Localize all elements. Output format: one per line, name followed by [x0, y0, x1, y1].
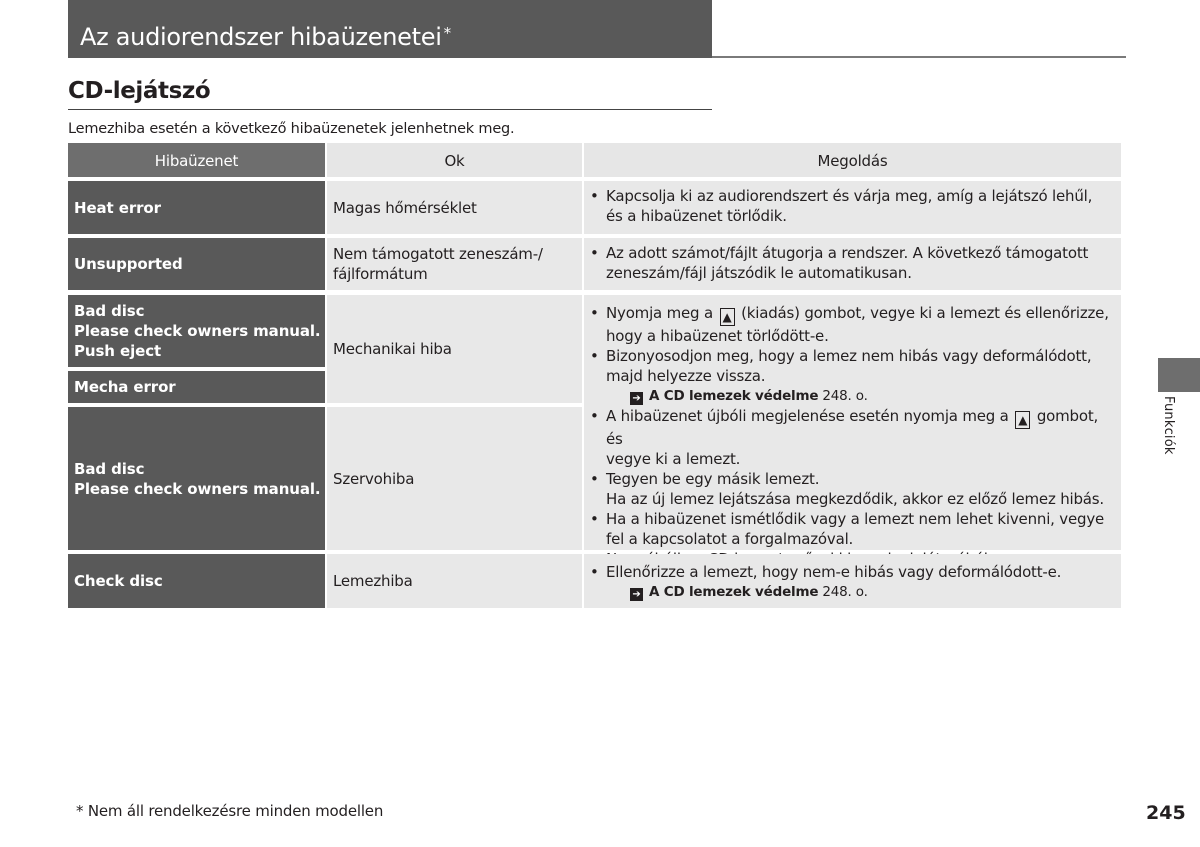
message-mecha-error: Mecha error: [68, 371, 325, 403]
solution-text: Ha a hibaüzenet ismétlődik vagy a lemezt nem lehet kivenni, vegye fel a kapcsolatot a forgalmazóval.: [606, 510, 1105, 548]
section-heading: CD-lejátszó: [68, 78, 211, 104]
solution-bullet: • Az adott számot/fájlt átugorja a rendszer. A következő támogatott zeneszám/fájl játszódik le automatikusan.: [606, 243, 1113, 283]
solution-bullet: • Kapcsolja ki az audiorendszert és várja meg, amíg a lejátszó lehűl, és a hibaüzenet törlődik.: [606, 186, 1113, 226]
solution-text: gombot, és: [606, 407, 1099, 448]
solution-text: A hibaüzenet újbóli megjelenése esetén nyomja meg a: [606, 407, 1009, 425]
solution-bad-disc: [584, 295, 1121, 550]
cause-mechanical: Mechanikai hiba: [327, 295, 582, 403]
solution-text: (kiadás) gombot, vegye ki a lemezt és ellenőrizze,: [741, 304, 1109, 322]
cause-disc-error: Lemezhiba: [327, 554, 582, 608]
column-header-solution: Megoldás: [584, 143, 1121, 177]
cross-reference[interactable]: [606, 386, 1113, 406]
eject-icon: ▲: [720, 308, 735, 326]
solution-bullet-other-disc: [606, 469, 1113, 509]
eject-icon: ▲: [1015, 411, 1030, 429]
message-check-disc: Check disc: [68, 554, 325, 608]
reference-page: 248. o.: [822, 584, 868, 600]
message-unsupported: Unsupported: [68, 238, 325, 290]
arrow-right-icon: ➔: [630, 392, 643, 405]
page-number: 245: [1146, 802, 1186, 824]
solution-bullet-eject: [606, 303, 1113, 346]
reference-page: 248. o.: [822, 388, 868, 404]
footnote: * Nem áll rendelkezésre minden modellen: [76, 802, 384, 820]
reference-title: A CD lemezek védelme: [649, 388, 819, 404]
solution-check-disc: [584, 554, 1121, 608]
message-bad-disc-push-eject: Bad disc Please check owners manual. Push eject: [68, 295, 325, 367]
reference-title: A CD lemezek védelme: [649, 584, 819, 600]
cross-reference[interactable]: [606, 582, 1113, 602]
intro-text: Lemezhiba esetén a következő hibaüzenetek jelenhetnek meg.: [68, 121, 515, 137]
solution-heat-error: [584, 181, 1121, 234]
solution-unsupported: [584, 238, 1121, 290]
solution-bullet: • Ellenőrizze a lemezt, hogy nem-e hibás vagy deformálódott-e.: [606, 562, 1113, 582]
arrow-right-icon: ➔: [630, 588, 643, 601]
column-header-message: Hibaüzenet: [68, 143, 325, 177]
column-header-cause: Ok: [327, 143, 582, 177]
chapter-tab[interactable]: [1158, 358, 1200, 392]
cause-unsupported: Nem támogatott zeneszám-/ fájlformátum: [327, 238, 582, 290]
title-footnote-mark: *: [443, 24, 451, 42]
solution-bullet-check: • Bizonyosodjon meg, hogy a lemez nem hibás vagy deformálódott, majd helyezze vissza.: [606, 346, 1113, 386]
cause-heat-error: Magas hőmérséklet: [327, 181, 582, 234]
solution-text: Tegyen be egy másik lemezt.: [606, 470, 820, 488]
message-heat-error: Heat error: [68, 181, 325, 234]
solution-text: Ha az új lemez lejátszása megkezdődik, akkor ez előző lemez hibás.: [606, 490, 1104, 508]
solution-bullet-repeat: [606, 406, 1113, 469]
page-title-text: Az audiorendszer hibaüzenetei: [80, 23, 442, 51]
title-rule: [712, 56, 1126, 58]
cause-servo: Szervohiba: [327, 407, 582, 550]
section-rule: [68, 109, 712, 110]
solution-text: vegye ki a lemezt.: [606, 450, 741, 468]
chapter-tab-label: Funkciók: [1161, 396, 1176, 455]
solution-text: Nyomja meg a: [606, 304, 713, 322]
message-bad-disc: Bad disc Please check owners manual.: [68, 407, 325, 550]
page-title: [68, 0, 712, 58]
solution-text: hogy a hibaüzenet törlődött-e.: [606, 327, 829, 345]
